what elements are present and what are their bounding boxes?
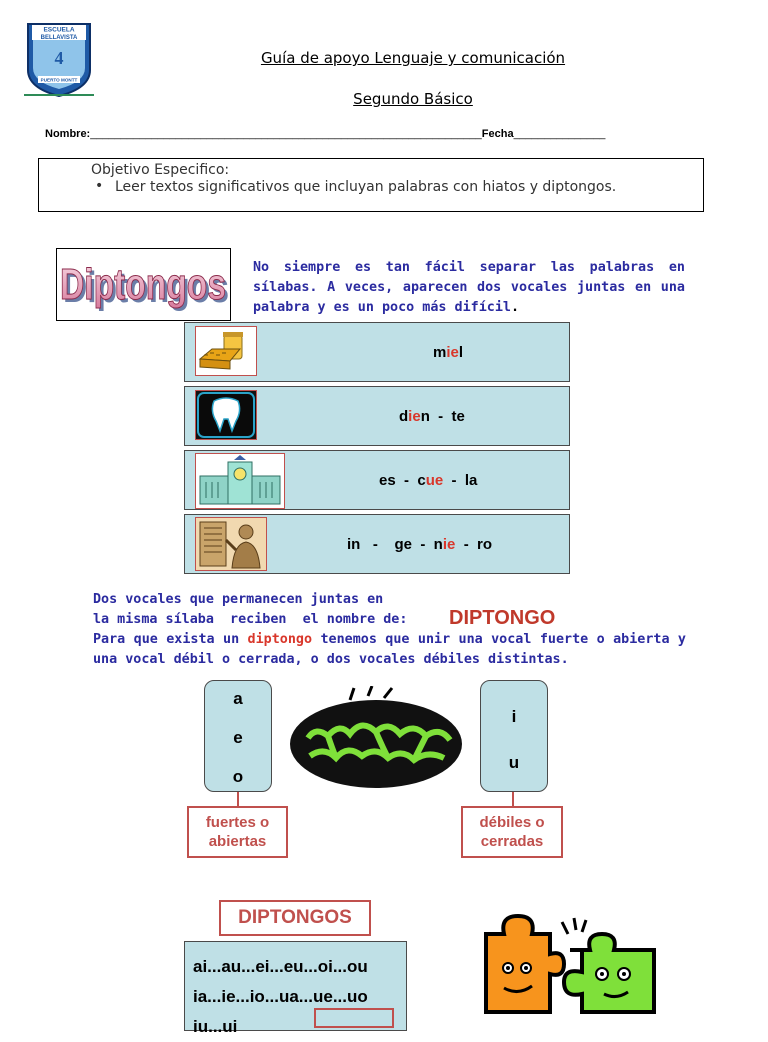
svg-text:Diptongos: Diptongos bbox=[60, 260, 226, 309]
list-item: iu...ui bbox=[193, 1017, 238, 1036]
svg-text:PUERTO MONTT: PUERTO MONTT bbox=[40, 77, 78, 83]
engineer-icon bbox=[195, 517, 267, 571]
puzzle-characters-icon bbox=[478, 908, 668, 1024]
weak-label: débiles o cerradas bbox=[461, 806, 563, 858]
name-field[interactable]: ________________________________________________________________ bbox=[90, 128, 482, 140]
date-label: Fecha bbox=[481, 128, 514, 140]
vowel-u: u bbox=[508, 753, 520, 772]
vowel-i: i bbox=[511, 707, 517, 726]
example-word: dien - te bbox=[399, 408, 465, 425]
name-label: Nombre: bbox=[45, 128, 91, 140]
puzzle-blob-icon bbox=[288, 686, 468, 792]
date-field[interactable]: _______________ bbox=[513, 128, 606, 140]
svg-text:Diptongos: Diptongos bbox=[63, 263, 229, 312]
objective-box bbox=[38, 158, 704, 212]
strong-vowels-box bbox=[204, 680, 272, 792]
strong-connector bbox=[237, 792, 239, 806]
objective-bullet: • Leer textos significativos que incluyan palabras con hiatos y diptongos. bbox=[115, 179, 616, 195]
objective-heading: Objetivo Especifico: bbox=[91, 162, 230, 178]
example-row-escuela bbox=[184, 450, 570, 510]
vowel-o: o bbox=[232, 767, 244, 786]
diptongos-wordart bbox=[56, 248, 231, 321]
school-building-icon bbox=[195, 453, 285, 509]
page-title: Guía de apoyo Lenguaje y comunicación bbox=[260, 49, 566, 67]
example-row-diente bbox=[184, 386, 570, 446]
weak-connector bbox=[512, 792, 514, 806]
page-subtitle: Segundo Básico bbox=[353, 90, 473, 108]
example-row-miel bbox=[184, 322, 570, 382]
name-date-line bbox=[45, 128, 605, 140]
definition-text: Dos vocales que permanecen juntas en la misma sílaba reciben el nombre de: bbox=[93, 592, 408, 627]
list-item: ia...ie...io...ua...ue...uo bbox=[193, 987, 368, 1006]
svg-text:ESCUELA: ESCUELA bbox=[43, 26, 75, 34]
strong-label: fuertes o abiertas bbox=[187, 806, 288, 858]
intro-paragraph: No siempre es tan fácil separar las palabras en sílabas. A veces, aparecen dos vocales juntas en una palabra y es un poco más difícil. bbox=[253, 260, 685, 315]
diptongo-keyword: DIPTONGO bbox=[449, 607, 556, 629]
vowel-a: a bbox=[233, 689, 243, 708]
svg-text:BELLAVISTA: BELLAVISTA bbox=[40, 35, 78, 41]
example-word: miel bbox=[433, 344, 464, 361]
honey-jar-icon bbox=[195, 326, 257, 376]
tooth-icon bbox=[195, 390, 257, 440]
weak-vowels-box bbox=[480, 680, 548, 792]
list-item: ai...au...ei...eu...oi...ou bbox=[193, 957, 368, 976]
example-word: in - ge - nie - ro bbox=[347, 536, 493, 553]
vowel-e: e bbox=[233, 728, 243, 747]
example-row-ingeniero bbox=[184, 514, 570, 574]
definition-rule: Para que exista un diptongo tenemos que unir una vocal fuerte o abierta y una vocal débil o cerrada, o dos vocales débiles distintas. bbox=[93, 632, 686, 667]
svg-text:4: 4 bbox=[54, 48, 64, 68]
diptongos-list-title: DIPTONGOS bbox=[219, 900, 371, 936]
example-word: es - cue - la bbox=[379, 472, 478, 489]
highlight-box bbox=[314, 1008, 394, 1028]
